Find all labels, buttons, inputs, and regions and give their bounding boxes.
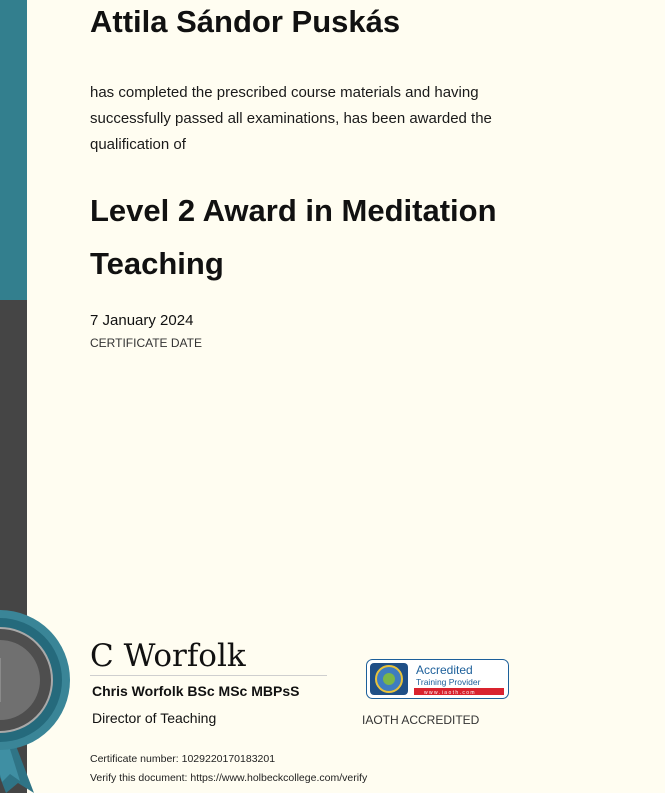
qualification-title: Level 2 Award in Meditation Teaching <box>90 193 497 281</box>
recipient-name: Attila Sándor Puskás <box>90 4 401 39</box>
award-statement: has completed the prescribed course materials and having successfully passed all examinations, has been awarded the qualification of <box>90 84 492 153</box>
verify-link[interactable]: Verify this document: https://www.holbeckcollege.com/verify <box>90 772 368 784</box>
badge-subtitle: Training Provider <box>416 677 481 687</box>
signatory-name: Chris Worfolk BSc MSc MBPsS <box>92 683 300 699</box>
accreditation-caption: IAOTH ACCREDITED <box>362 713 480 727</box>
certificate-date: 7 January 2024 <box>90 312 194 329</box>
certificate-number: Certificate number: 1029220170183201 <box>90 753 276 765</box>
signatory-role: Director of Teaching <box>92 710 217 726</box>
badge-title: Accredited <box>416 663 473 677</box>
signature: C Worfolk <box>90 637 327 676</box>
accreditation-badge <box>366 659 509 699</box>
badge-url: w w w . i a o t h . c o m <box>424 690 475 696</box>
certificate-date-label: CERTIFICATE DATE <box>90 336 203 350</box>
side-band-teal <box>0 0 27 300</box>
award-seal-icon <box>0 600 70 793</box>
